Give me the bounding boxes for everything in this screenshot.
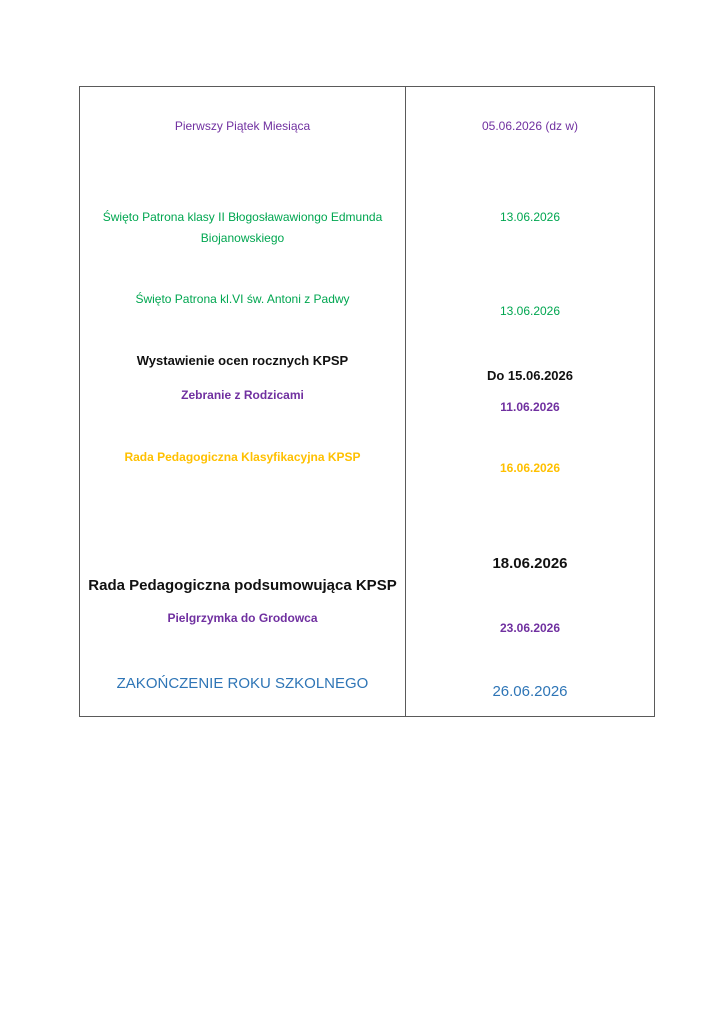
event-swieto-patrona-ii-line2: Biojanowskiego bbox=[200, 231, 285, 245]
event-pielgrzymka: Pielgrzymka do Grodowca bbox=[167, 611, 318, 625]
date-wystawienie-ocen: Do 15.06.2026 bbox=[486, 368, 573, 383]
event-rada-klasyfikacyjna: Rada Pedagogiczna Klasyfikacyjna KPSP bbox=[124, 450, 361, 464]
date-zebranie: 11.06.2026 bbox=[500, 400, 560, 414]
event-swieto-patrona-ii-line1: Święto Patrona klasy II Błogosławawiongo Edmunda bbox=[102, 210, 383, 224]
event-zakonczenie: ZAKOŃCZENIE ROKU SZKOLNEGO bbox=[116, 675, 369, 692]
date-pielgrzymka: 23.06.2026 bbox=[499, 621, 561, 635]
event-rada-podsumowujaca: Rada Pedagogiczna podsumowująca KPSP bbox=[88, 577, 397, 594]
date-pierwszy-piatek: 05.06.2026 (dz w) bbox=[481, 119, 579, 133]
event-wystawienie-ocen: Wystawienie ocen rocznych KPSP bbox=[136, 353, 349, 368]
date-swieto-patrona-ii: 13.06.2026 bbox=[499, 210, 561, 224]
date-zakonczenie: 26.06.2026 bbox=[492, 683, 568, 700]
event-zebranie: Zebranie z Rodzicami bbox=[181, 388, 304, 402]
date-rada-klasyfikacyjna: 16.06.2026 bbox=[499, 461, 561, 475]
event-pierwszy-piatek: Pierwszy Piątek Miesiąca bbox=[174, 119, 311, 133]
date-swieto-patrona-vi: 13.06.2026 bbox=[499, 304, 561, 318]
date-rada-podsumowujaca: 18.06.2026 bbox=[492, 555, 568, 572]
event-swieto-patrona-vi: Święto Patrona kl.VI św. Antoni z Padwy bbox=[135, 292, 350, 306]
